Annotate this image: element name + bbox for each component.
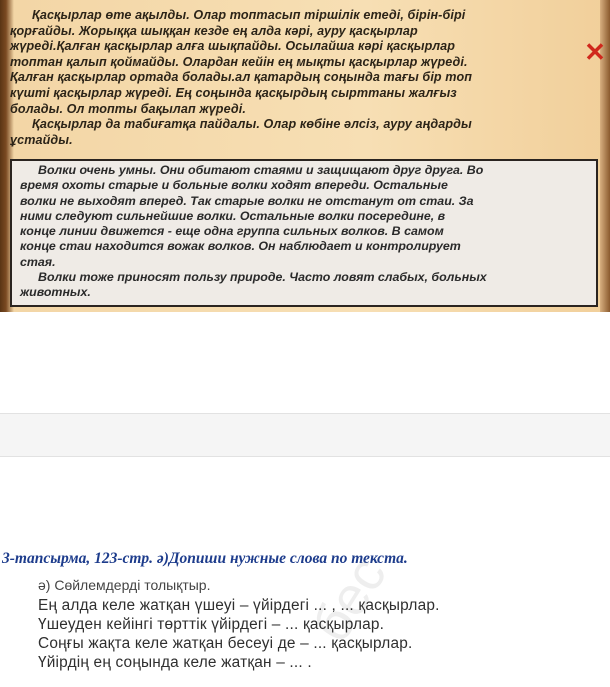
kazakh-line: топтан қалып қоймайды. Олардан кейін ең мықты қасқырлар жүреді. <box>10 54 468 69</box>
russian-line: конце стаи находится вожак волков. Он наблюдает и контролирует <box>20 239 461 254</box>
task-title: 3-тапсырма, 123-стр. ә)Допиши нужные слова по текста. <box>2 550 408 567</box>
exercise-line: Үйірдің ең соңында келе жатқан – ... . <box>38 654 312 671</box>
kazakh-line: жүреді.Қалған қасқырлар алға шықпайды. Осылайша кәрі қасқырлар <box>10 39 456 54</box>
kazakh-text-block <box>10 8 604 158</box>
russian-line: стая. <box>20 254 56 269</box>
watermark: бес <box>300 546 399 653</box>
exercise-line: Үшеуден кейінгі төрттік үйірдегі – ... қасқырлар. <box>38 616 385 633</box>
kazakh-line: ұстайды. <box>10 132 73 147</box>
exercise-block <box>38 574 608 672</box>
kazakh-line: күшті қасқырлар жүреді. Ең соңында қасқырдың сырттаны жалғыз <box>10 85 457 100</box>
separator-band <box>0 413 610 457</box>
russian-line: животных. <box>20 285 91 300</box>
close-icon[interactable]: ✕ <box>584 37 606 67</box>
kazakh-line: Қалған қасқырлар ортада болады.ал қатардың соңында тағы бір топ <box>10 70 473 85</box>
russian-text-box <box>10 159 598 307</box>
russian-line: волки не выходят вперед. Так старые волки не отстанут от стаи. За <box>20 193 474 208</box>
exercise-subtitle: ә) Сөйлемдерді толықтыр. <box>38 577 211 593</box>
russian-line: Волки тоже приносят пользу природе. Часто ловят слабых, больных <box>38 270 487 285</box>
exercise-line: Ең алда келе жатқан үшеуі – үйірдегі ... , ... қасқырлар. <box>38 597 440 614</box>
exercise-line: Соңғы жақта келе жатқан бесеуі де – ... қасқырлар. <box>38 635 413 652</box>
kazakh-line: Қасқырлар да табиғатқа пайдалы. Олар көбіне әлсіз, ауру аңдарды <box>32 117 472 132</box>
russian-line: ними следуют сильнейшие волки. Остальные волки посередине, в <box>20 208 446 223</box>
kazakh-line: Қасқырлар өте ақылды. Олар топтасып тіршілік етеді, бірін-бірі <box>32 8 466 22</box>
textbook-photo <box>0 0 610 312</box>
russian-line: конце линии движется - еще одна группа сильных волков. В самом <box>20 224 444 239</box>
russian-line: Волки очень умны. Они обитают стаями и защищают друг друга. Во <box>38 163 484 177</box>
russian-line: время охоты старые и больные волки ходят впереди. Остальные <box>20 178 448 193</box>
kazakh-line: қорғайды. Жорыққа шыққан кезде ең алда кәрі, ауру қасқырлар <box>10 23 418 38</box>
kazakh-line: болады. Ол топты бақылап жүреді. <box>10 101 246 116</box>
